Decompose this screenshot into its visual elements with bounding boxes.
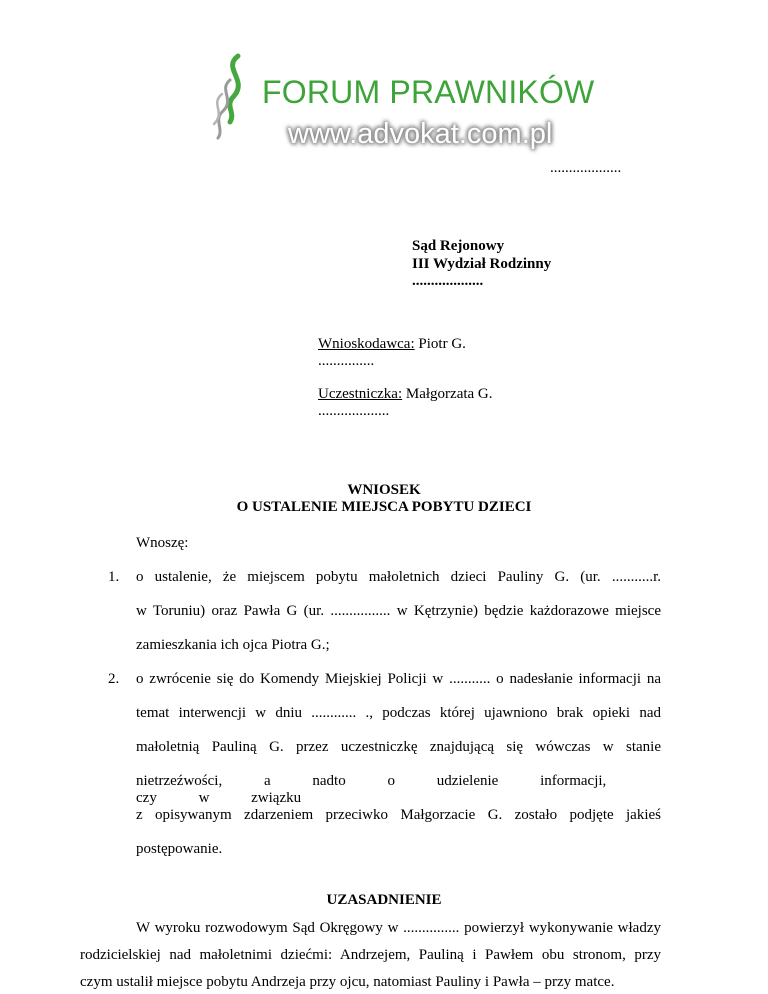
request-line: z opisywanym zdarzeniem przeciwko Małgorzacie G. zostało podjęte jakieś — [136, 807, 661, 823]
court-address: ................... — [412, 273, 484, 289]
request-line: temat interwencji w dniu ............ ., podczas której ujawniono brak opieki nad — [136, 705, 661, 721]
place-date: ................... — [550, 160, 622, 176]
applicant-label: Wnioskodawca: — [318, 336, 415, 352]
justification-line: czym ustalił miejsce pobytu Andrzeja przy ojcu, natomiast Pauliny i Pawła – przy matce. — [80, 974, 615, 990]
participant-label: Uczestniczka: — [318, 386, 403, 402]
request-number: 1. — [108, 569, 120, 585]
request-line: w Toruniu) oraz Pawła G (ur. ................ w Kętrzynie) będzie każdorazowe miejsce — [136, 603, 661, 619]
logo-url: www.advokat.com.pl — [288, 118, 553, 150]
court-name: Sąd Rejonowy — [412, 238, 505, 254]
participant-name: Małgorzata G. — [405, 386, 493, 402]
request-line: postępowanie. — [136, 841, 223, 857]
logo-title: FORUM PRAWNIKÓW — [262, 74, 595, 110]
document-title-line2: O USTALENIE MIEJSCA POBYTU DZIECI — [236, 499, 532, 515]
justification-heading: UZASADNIENIE — [326, 892, 442, 908]
request-line: o zwrócenie się do Komendy Miejskiej Policji w ........... o nadesłanie informacji na — [136, 671, 661, 687]
document-title-line1: WNIOSEK — [347, 482, 421, 498]
logo-swirl-icon — [200, 50, 270, 160]
applicant-name: Piotr G. — [418, 336, 466, 352]
court-division: III Wydział Rodzinny — [412, 256, 552, 272]
request-number: 2. — [108, 671, 120, 687]
justification-line: rodzicielskiej nad małoletnimi dziećmi: Andrzejem, Pauliną i Pawłem obu stronom, przy — [80, 947, 661, 963]
request-line: zamieszkania ich ojca Piotra G.; — [136, 637, 330, 653]
request-line: o ustalenie, że miejscem pobytu małoletnich dzieci Pauliny G. (ur. ...........r. — [136, 569, 661, 585]
justification-line: W wyroku rozwodowym Sąd Okręgowy w ............... powierzył wykonywanie władzy — [136, 920, 661, 936]
intro-text: Wnoszę: — [136, 535, 189, 551]
logo — [200, 50, 595, 160]
request-line: nietrzeźwości, a nadto o udzielenie informacji, czy w związku — [136, 773, 607, 806]
request-line: małoletnią Pauliną G. przez uczestniczkę znajdującą się wówczas w stanie — [136, 739, 661, 755]
applicant-line — [318, 336, 466, 353]
participant-address: ................... — [318, 403, 390, 419]
applicant-address: ............... — [318, 353, 375, 369]
participant-line — [318, 386, 493, 403]
